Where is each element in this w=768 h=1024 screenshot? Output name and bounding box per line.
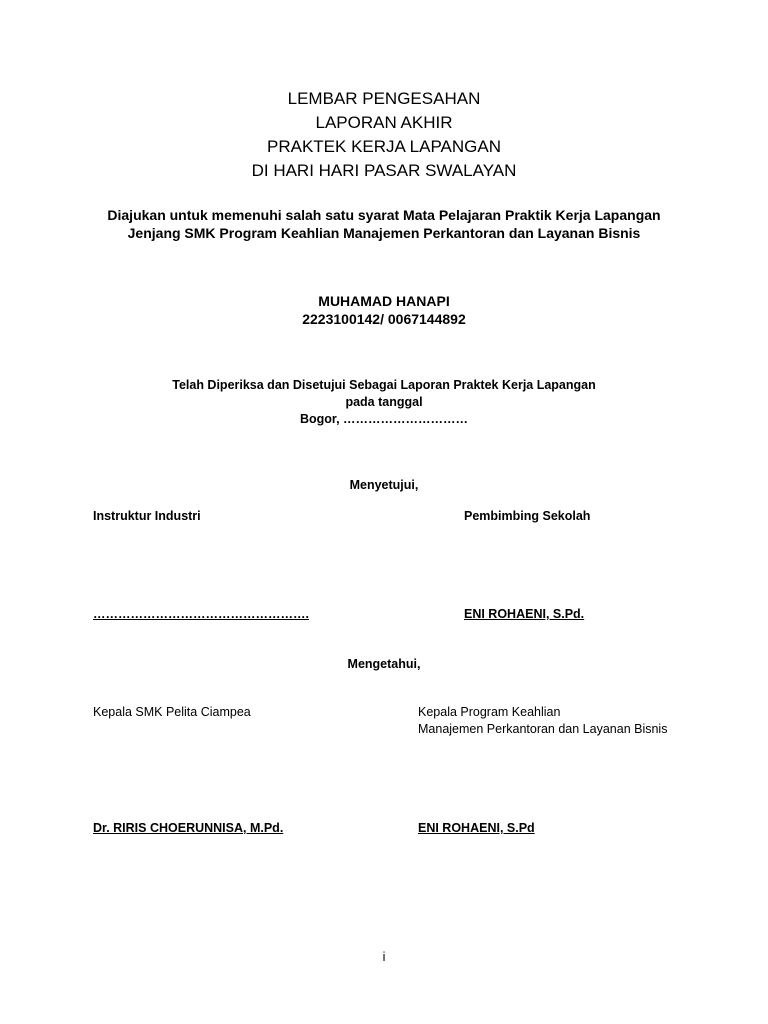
- principal-label: Kepala SMK Pelita Ciampea: [93, 705, 251, 719]
- approval-note-line-1: Telah Diperiksa dan Disetujui Sebagai Laporan Praktek Kerja Lapangan: [172, 378, 596, 392]
- title-line-4: DI HARI HARI PASAR SWALAYAN: [251, 161, 517, 180]
- approve-heading: Menyetujui,: [349, 478, 419, 492]
- purpose-line-2: Jenjang SMK Program Keahlian Manajemen Perkantoran dan Layanan Bisnis: [127, 225, 641, 241]
- approval-note-line-3: Bogor, …………………………: [299, 412, 469, 426]
- industry-instructor-label: Instruktur Industri: [93, 509, 201, 523]
- school-supervisor-label: Pembimbing Sekolah: [464, 509, 591, 523]
- title-line-3: PRAKTEK KERJA LAPANGAN: [267, 137, 501, 156]
- approval-note-line-2: pada tanggal: [345, 395, 423, 409]
- title-line-2: LAPORAN AKHIR: [315, 113, 453, 132]
- program-head-label-line-2: Manajemen Perkantoran dan Layanan Bisnis: [418, 722, 668, 736]
- page-number: i: [382, 950, 386, 964]
- school-supervisor-signature: ENI ROHAENI, S.Pd.: [464, 607, 585, 621]
- program-head-label-line-1: Kepala Program Keahlian: [418, 705, 561, 719]
- principal-signature: Dr. RIRIS CHOERUNNISA, M.Pd.: [93, 821, 284, 835]
- industry-instructor-signature: …………………………………………….: [93, 607, 309, 621]
- student-name: MUHAMAD HANAPI: [318, 293, 450, 309]
- program-head-signature: ENI ROHAENI, S.Pd: [418, 821, 535, 835]
- purpose-line-1: Diajukan untuk memenuhi salah satu syarat Mata Pelajaran Praktik Kerja Lapangan: [107, 207, 661, 223]
- title-line-1: LEMBAR PENGESAHAN: [287, 89, 481, 108]
- acknowledge-heading: Mengetahui,: [347, 657, 421, 671]
- student-id: 2223100142/ 0067144892: [302, 311, 466, 327]
